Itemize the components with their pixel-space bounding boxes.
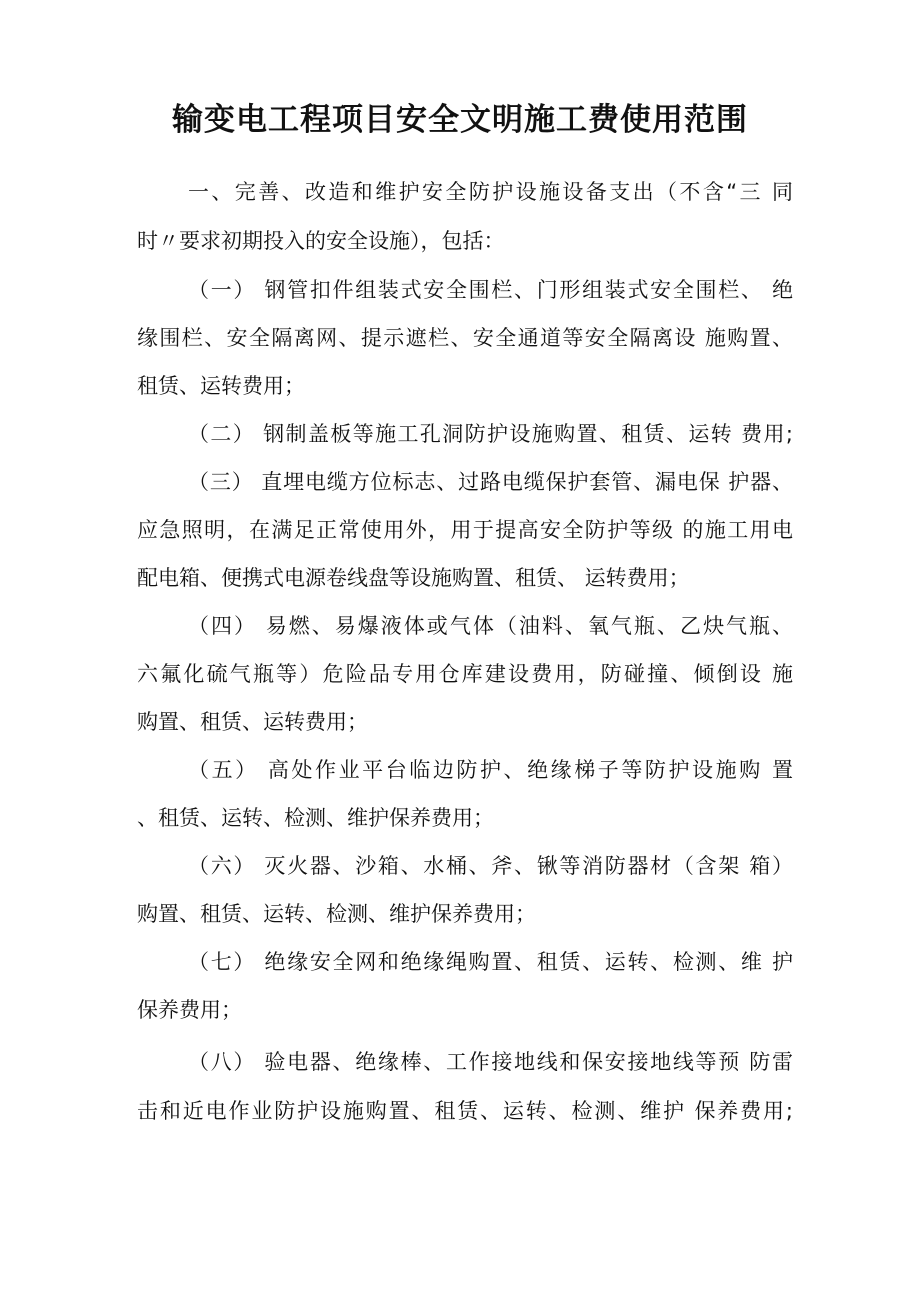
item-8-line-1: （八） 验电器、绝缘棒、工作接地线和保安接地线等预 防雷 bbox=[188, 1050, 793, 1074]
item-6-line-2: 购置、租赁、运转、检测、维护保养费用； bbox=[137, 902, 536, 926]
item-3-line-2: 应急照明，在满足正常使用外，用于提高安全防护等级 的施工用电 bbox=[137, 518, 793, 542]
item-7-line-1: （七） 绝缘安全网和绝缘绳购置、租赁、运转、检测、维 护 bbox=[188, 950, 793, 974]
item-4-line-3: 购置、租赁、运转费用； bbox=[137, 710, 368, 734]
item-4-line-2: 六氟化硫气瓶等）危险品专用仓库建设费用，防碰撞、倾倒设 施 bbox=[137, 662, 793, 686]
item-3-line-3: 配电箱、便携式电源卷线盘等设施购置、租赁、 运转费用； bbox=[137, 566, 690, 590]
item-1-line-2: 缘围栏、安全隔离网、提示遮栏、安全通道等安全隔离设 施购置、 bbox=[137, 326, 793, 350]
document-title: 输变电工程项目安全文明施工费使用范围 bbox=[172, 102, 748, 138]
item-5-line-1: （五） 高处作业平台临边防护、绝缘梯子等防护设施购 置 bbox=[188, 758, 793, 782]
item-5-line-2: 、租赁、运转、检测、维护保养费用； bbox=[137, 806, 494, 830]
item-1-line-3: 租赁、运转费用； bbox=[137, 374, 305, 398]
item-4-line-1: （四） 易燃、易爆液体或气体（油料、氧气瓶、乙炔气瓶、 bbox=[188, 614, 793, 638]
item-8-line-2: 击和近电作业防护设施购置、租赁、运转、检测、维护 保养费用; bbox=[137, 1099, 793, 1123]
paragraph-1-line-1: 一、完善、改造和维护安全防护设施设备支出（不含“三 同 bbox=[188, 180, 793, 204]
item-7-line-2: 保养费用； bbox=[137, 998, 242, 1022]
item-1-line-1: （一） 钢管扣件组装式安全围栏、门形组装式安全围栏、 绝 bbox=[188, 278, 793, 302]
item-3-line-1: （三） 直埋电缆方位标志、过路电缆保护套管、漏电保 护器、 bbox=[188, 470, 793, 494]
item-2-line-1: （二） 钢制盖板等施工孔洞防护设施购置、租赁、运转 费用; bbox=[188, 422, 793, 446]
paragraph-1-line-2: 时〃要求初期投入的安全设施），包括： bbox=[137, 229, 505, 253]
item-6-line-1: （六） 灭火器、沙箱、水桶、斧、锹等消防器材（含架 箱） bbox=[188, 854, 793, 878]
